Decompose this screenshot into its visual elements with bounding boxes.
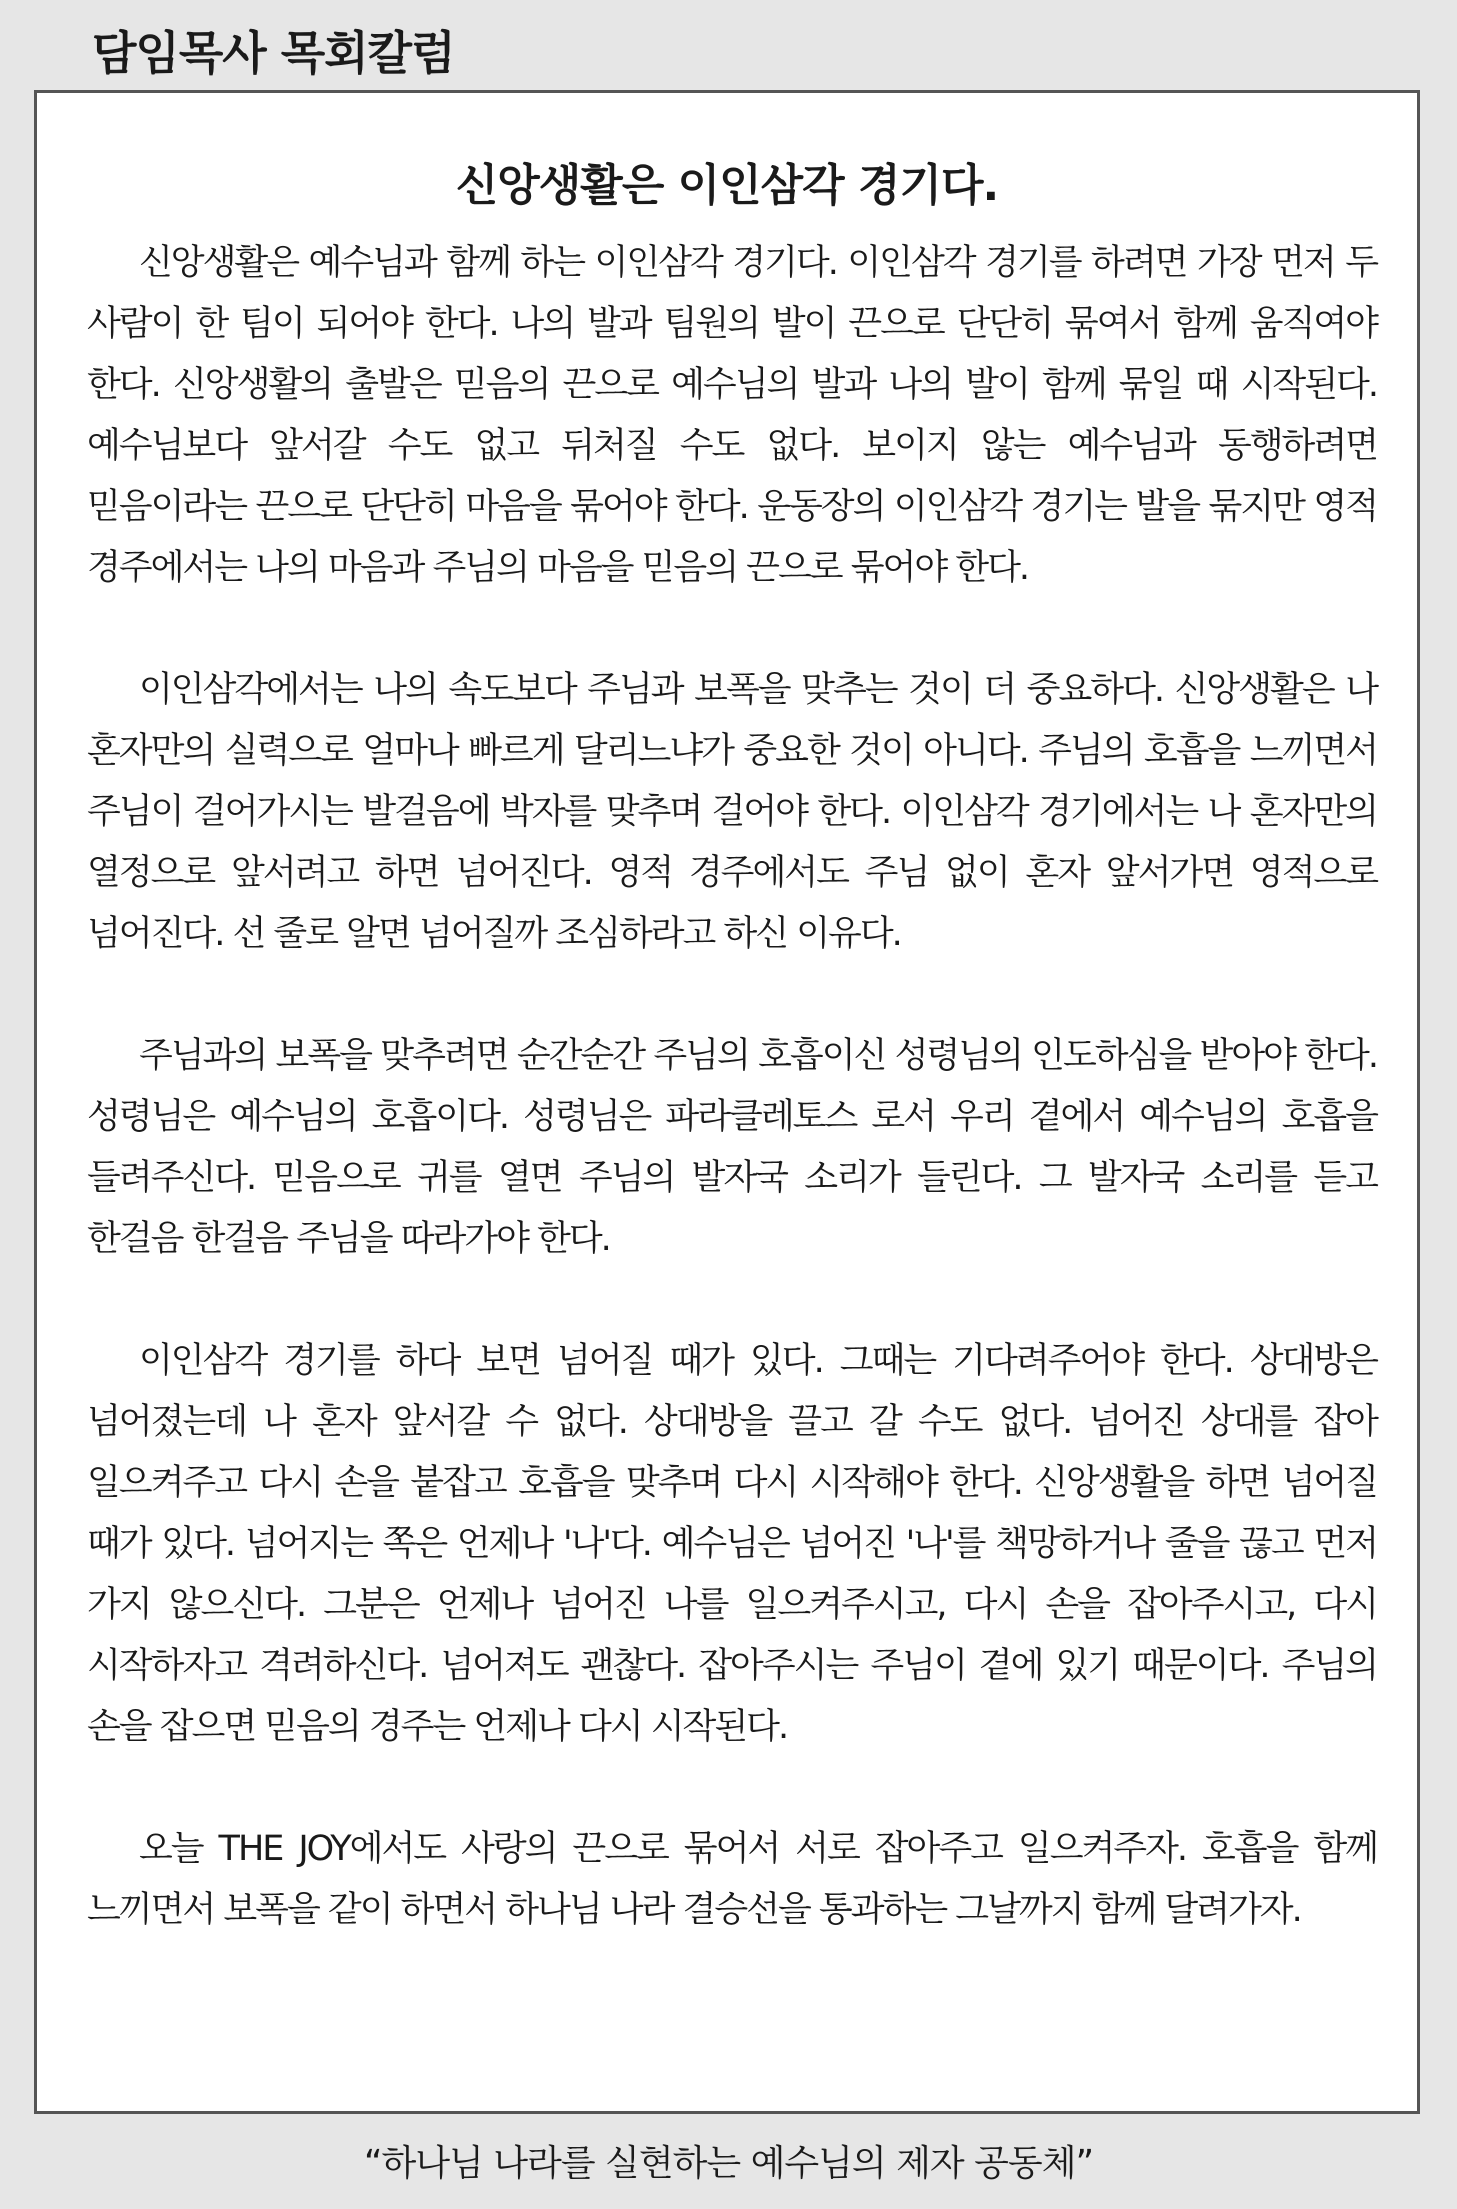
article-paragraph: 오늘 THE JOY에서도 사랑의 끈으로 묶어서 서로 잡아주고 일으켜주자. 호흡을 함께 느끼면서 보폭을 같이 하면서 하나님 나라 결승선을 통과하는 그날까지 함께 달려가자. (87, 1829, 1377, 1930)
column-header: 담임목사 목회칼럼 (92, 26, 455, 80)
article-paragraph: 신앙생활은 예수님과 함께 하는 이인삼각 경기다. 이인삼각 경기를 하려면 가장 먼저 두 사람이 한 팀이 되어야 한다. 나의 발과 팀원의 발이 끈으로 단단히 묶여서 함께 움직여야 한다. 신앙생활의 출발은 믿음의 끈으로 예수님의 발과 나의 발이 함께 묶일 때 시작된다. 예수님보다 앞서갈 수도 없고 뒤처질 수도 없다. 보이지 않는 예수님과 동행하려면 믿음이라는 끈으로 단단히 마음을 묶어야 한다. 운동장의 이인삼각 경기는 발을 묶지만 영적 경주에서는 나의 마음과 주님의 마음을 믿음의 끈으로 묶어야 한다. (87, 243, 1377, 588)
article-body (87, 233, 1377, 1941)
article-paragraph: 이인삼각 경기를 하다 보면 넘어질 때가 있다. 그때는 기다려주어야 한다. 상대방은 넘어졌는데 나 혼자 앞서갈 수 없다. 상대방을 끌고 갈 수도 없다. 넘어진 상대를 잡아 일으켜주고 다시 손을 붙잡고 호흡을 맞추며 다시 시작해야 한다. 신앙생활을 하면 넘어질 때가 있다. 넘어지는 쪽은 언제나 '나'다. 예수님은 넘어진 '나'를 책망하거나 줄을 끊고 먼저 가지 않으신다. 그분은 언제나 넘어진 나를 일으켜주시고, 다시 손을 잡아주시고, 다시 시작하자고 격려하신다. 넘어져도 괜찮다. 잡아주시는 주님이 곁에 있기 때문이다. 주님의 손을 잡으면 믿음의 경주는 언제나 다시 시작된다. (87, 1341, 1377, 1747)
article-box (34, 90, 1420, 2114)
article-paragraph: 주님과의 보폭을 맞추려면 순간순간 주님의 호흡이신 성령님의 인도하심을 받아야 한다. 성령님은 예수님의 호흡이다. 성령님은 파라클레토스 로서 우리 곁에서 예수님의 호흡을 들려주신다. 믿음으로 귀를 열면 주님의 발자국 소리가 들린다. 그 발자국 소리를 듣고 한걸음 한걸음 주님을 따라가야 한다. (87, 1036, 1377, 1259)
footer-motto: “하나님 나라를 실현하는 예수님의 제자 공동체” (363, 2143, 1094, 2184)
article-paragraph: 이인삼각에서는 나의 속도보다 주님과 보폭을 맞추는 것이 더 중요하다. 신앙생활은 나 혼자만의 실력으로 얼마나 빠르게 달리느냐가 중요한 것이 아니다. 주님의 호흡을 느끼면서 주님이 걸어가시는 발걸음에 박자를 맞추며 걸어야 한다. 이인삼각 경기에서는 나 혼자만의 열정으로 앞서려고 하면 넘어진다. 영적 경주에서도 주님 없이 혼자 앞서가면 영적으로 넘어진다. 선 줄로 알면 넘어질까 조심하라고 하신 이유다. (87, 670, 1377, 954)
article-title: 신앙생활은 이인삼각 경기다. (455, 160, 999, 211)
